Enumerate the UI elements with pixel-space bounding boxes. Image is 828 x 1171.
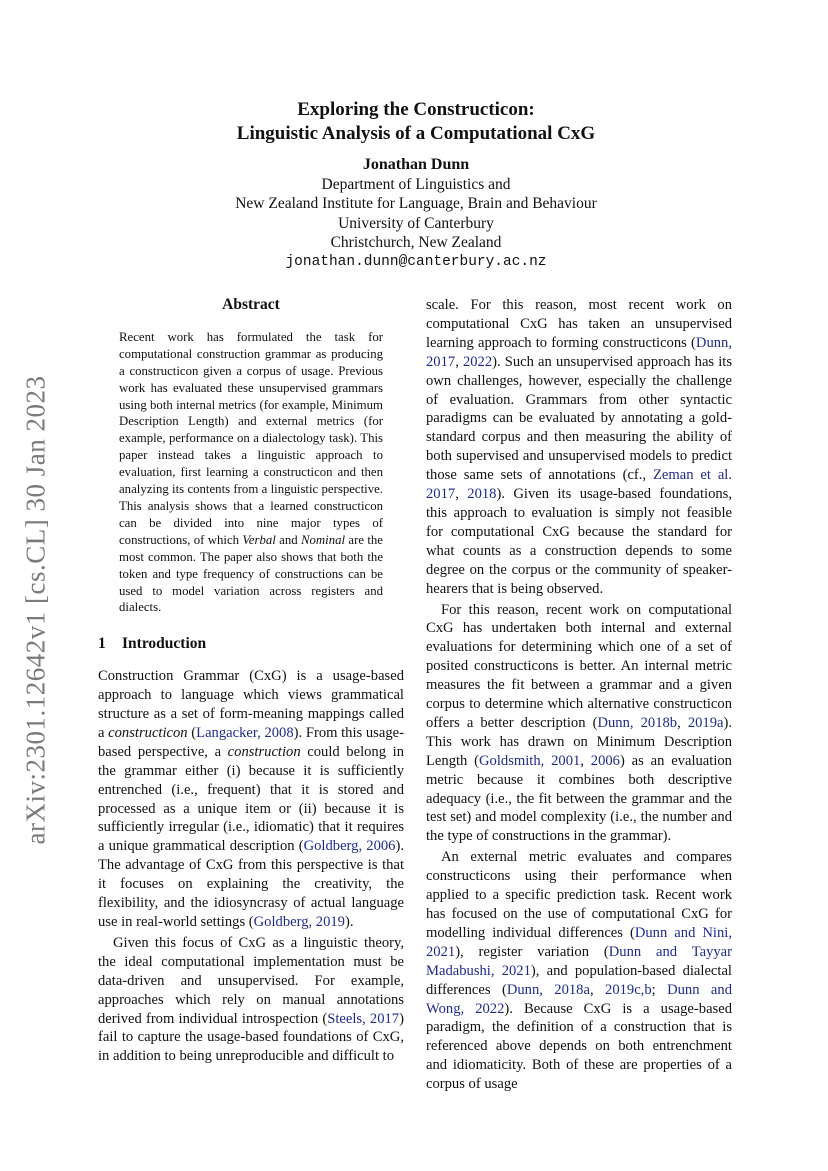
abstract-heading: Abstract	[222, 296, 280, 313]
citation-link[interactable]: Langacker, 2008	[196, 724, 294, 741]
text-run: For this reason, recent work on computational CxG has undertaken both internal and external evaluations for determining which one of a set of posited constructicons is better. An internal metric measures the fit between a grammar and a given corpus to determine which alternative constructicon offers a better description (	[426, 601, 732, 731]
affiliation-line-3: University of Canterbury	[338, 214, 494, 232]
text-run: ,	[455, 486, 468, 503]
intro-paragraph-2	[98, 934, 404, 1066]
paper-title	[100, 98, 732, 146]
abstract-text-part: Recent work has formulated the task for computational construction grammar as producing a constructicon given a corpus of usage. Previous work has evaluated these unsupervised grammars using both internal metrics (for example, Minimum Description Length) and external metrics (for example, performance on a dialectology task). This paper instead takes a linguistic approach to evaluation, first learning a constructicon and then analyzing its contents from a linguistic perspective. This analysis shows that a learned constructicon can be divided into nine major types of constructions, of which	[119, 329, 383, 547]
citation-link[interactable]: Dunn, 2018b	[597, 714, 678, 731]
text-run: ;	[651, 981, 668, 998]
text-run: could belong in the grammar either (i) because it is sufficiently entrenched (i.e., frequent) that it is stored and processed as a unique item or (ii) because it is sufficiently irregular (i.e., idiomatic) that it requires a unique grammatical description (	[98, 743, 404, 855]
abstract-text	[119, 329, 383, 616]
text-run: ,	[677, 714, 688, 731]
text-run: ), register variation (	[455, 943, 609, 960]
citation-link[interactable]: Dunn, 2018a	[506, 981, 590, 998]
abstract-emphasis-verbal: Verbal	[242, 532, 276, 547]
citation-link[interactable]: 2019c,b	[605, 981, 652, 998]
text-run: ,	[580, 752, 591, 769]
text-run: Given this focus of CxG as a linguistic theory, the ideal computational implementation must be data-driven and unsupervised. For example, approaches which rely on manual annotations derived from individual introspection (	[98, 934, 404, 1027]
text-run: Construction Grammar (CxG) is a usage-based approach to language which views grammatical structure as a set of form-meaning mappings called a	[98, 668, 404, 741]
text-run: ,	[589, 981, 606, 998]
citation-link[interactable]: Goldsmith, 2001	[479, 752, 581, 769]
right-paragraph-1	[426, 296, 732, 599]
author-block	[100, 155, 732, 272]
text-run: ). From this usage-based perspective, a	[98, 724, 404, 760]
section-number: 1	[98, 635, 106, 653]
abstract-text-part: are the most common. The paper also shows that both the token and type frequency of constructions can be used to model variation across registers and dialects.	[119, 532, 383, 615]
citation-link[interactable]: Dunn and Tayyar Madabushi, 2021	[426, 943, 732, 979]
text-run: ). The advantage of CxG from this perspective is that it focuses on explaining the creativity, the flexibility, and the idiosyncrasy of actual language use in real-world settings (	[98, 838, 404, 930]
text-run: ,	[455, 353, 463, 370]
citation-link[interactable]: Zeman et al. 2017	[426, 467, 732, 503]
citation-link[interactable]: Goldberg, 2006	[303, 838, 396, 855]
text-run: ), and population-based dialectal differences (	[426, 962, 732, 998]
right-paragraph-3	[426, 848, 732, 1094]
author-email: jonathan.dunn@canterbury.ac.nz	[285, 253, 547, 270]
text-run: ) fail to capture the usage-based foundations of CxG, in addition to being unreproducible and difficult to	[98, 1010, 404, 1065]
abstract-emphasis-nominal: Nominal	[300, 532, 346, 547]
right-column	[426, 296, 732, 1096]
affiliation-line-1: Department of Linguistics and	[321, 175, 511, 193]
arxiv-identifier: arXiv:2301.12642v1 [cs.CL] 30 Jan 2023	[20, 375, 51, 845]
citation-link[interactable]: 2006	[590, 752, 620, 769]
emphasis-construction: construction	[227, 743, 301, 760]
text-run: scale. For this reason, most recent work on computational CxG has taken an unsupervised learning approach to forming constructicons (	[426, 297, 732, 351]
text-run: ). This work has drawn on Minimum Description Length (	[426, 714, 732, 769]
author-name: Jonathan Dunn	[362, 156, 470, 173]
section-heading-introduction	[98, 635, 404, 654]
intro-paragraph-1	[98, 667, 404, 932]
title-line-1: Exploring the Constructicon:	[297, 99, 535, 120]
citation-link[interactable]: 2022	[462, 353, 493, 370]
section-title: Introduction	[122, 635, 207, 653]
citation-link[interactable]: 2019a	[687, 714, 724, 731]
text-run: ). Given its usage-based foundations, this approach to evaluation is simply not feasible for computational CxG because the standard for what counts as a construction depends to some degree on the corpus or the community of speaker-hearers that is being observed.	[426, 486, 732, 597]
citation-link[interactable]: Dunn and Wong, 2022	[426, 981, 732, 1017]
citation-link[interactable]: Dunn and Nini, 2021	[426, 924, 732, 960]
text-run: An external metric evaluates and compares constructicons using their performance when applied to a specific prediction task. Recent work has focused on the use of computational CxG for modelling individual differences (	[426, 849, 732, 941]
affiliation-line-4: Christchurch, New Zealand	[330, 234, 502, 251]
arxiv-identifier-sidebar	[14, 360, 58, 860]
citation-link[interactable]: Steels, 2017	[327, 1010, 400, 1027]
citation-link[interactable]: Goldberg, 2019	[253, 914, 345, 930]
text-run: ). Because CxG is a usage-based paradigm, the definition of a construction that is referenced above depends on both entrenchment and idiomaticity. Both of these are properties of a corpus of usage	[426, 1000, 732, 1093]
text-run: ). Such an unsupervised approach has its own challenges, however, especially the challenge of evaluation. Grammars from other syntactic paradigms can be evaluated by annotating a gold-standard corpus and then measuring the ability of both supervised and unsupervised models to predict those same sets of annotations (cf.,	[426, 353, 733, 484]
affiliation-line-2: New Zealand Institute for Language, Brain and Behaviour	[235, 195, 597, 212]
left-column	[98, 296, 404, 1068]
emphasis-constructicon: constructicon	[108, 724, 188, 741]
text-run: ).	[344, 914, 354, 930]
right-paragraph-2	[426, 601, 732, 847]
citation-link[interactable]: Dunn, 2017	[426, 334, 732, 370]
text-run: (	[187, 724, 197, 741]
abstract-text-part: and	[275, 532, 301, 547]
title-line-2: Linguistic Analysis of a Computational CxG	[236, 123, 596, 144]
text-run: ) as an evaluation metric because it combines both descriptive adequacy (i.e., the fit between the grammar and the test set) and model complexity (i.e., the number and the type of constructions in the grammar).	[426, 752, 732, 845]
citation-link[interactable]: 2018	[467, 486, 497, 503]
